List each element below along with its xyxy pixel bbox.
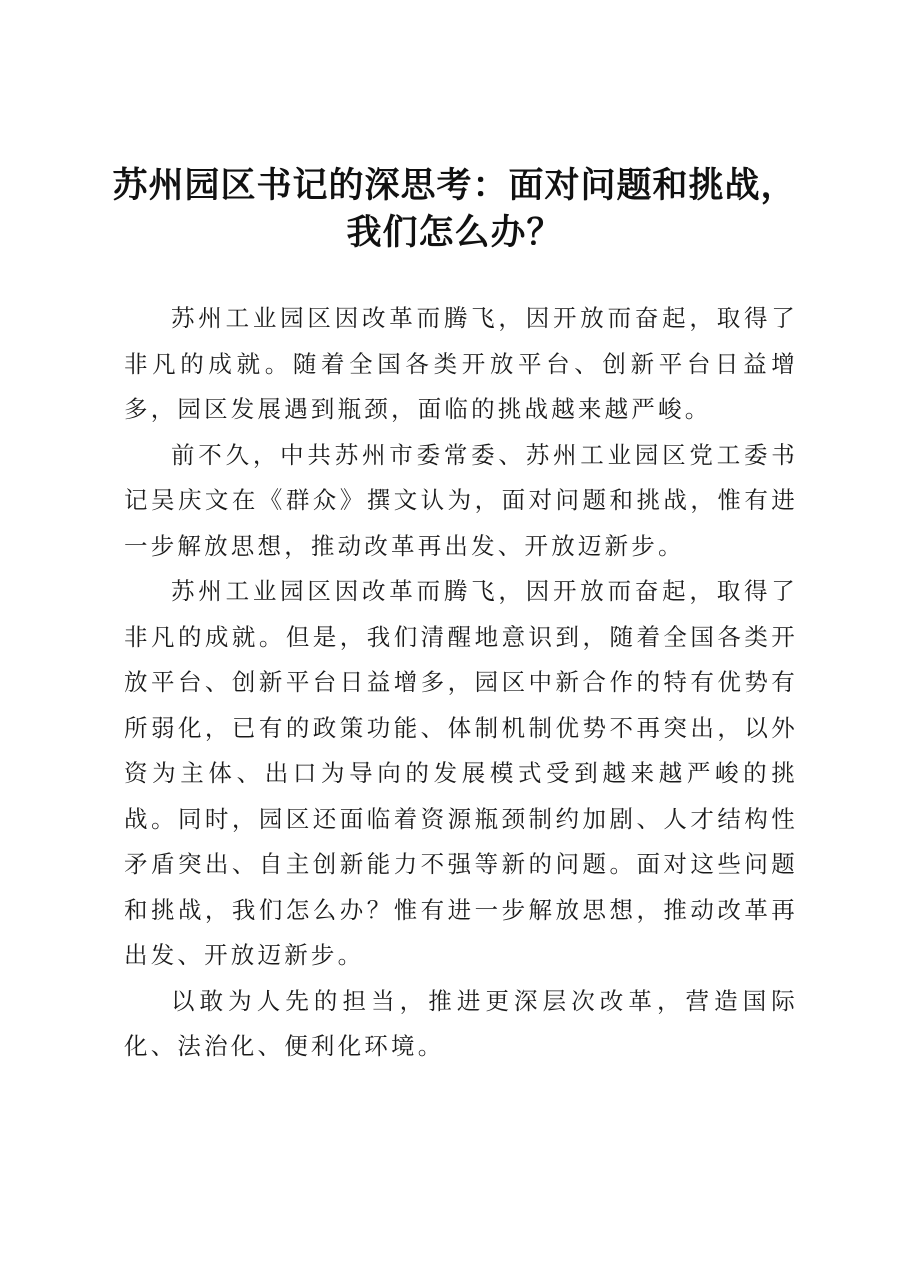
document-body — [124, 296, 798, 1070]
paragraph-2: 前不久，中共苏州市委常委、苏州工业园区党工委书记吴庆文在《群众》撰文认为，面对问题和挑战，惟有进一步解放思想，推动改革再出发、开放迈新步。 — [124, 440, 798, 560]
paragraph-3: 苏州工业园区因改革而腾飞，因开放而奋起，取得了非凡的成就。但是，我们清醒地意识到，随着全国各类开放平台、创新平台日益增多，园区中新合作的特有优势有所弱化，已有的政策功能、体制机制优势不再突出，以外资为主体、出口为导向的发展模式受到越来越严峻的挑战。同时，园区还面临着资源瓶颈制约加剧、人才结构性矛盾突出、自主创新能力不强等新的问题。面对这些问题和挑战，我们怎么办？惟有进一步解放思想，推动改革再出发、开放迈新步。 — [124, 577, 798, 969]
paragraph-1: 苏州工业园区因改革而腾飞，因开放而奋起，取得了非凡的成就。随着全国各类开放平台、创新平台日益增多，园区发展遇到瓶颈，面临的挑战越来越严峻。 — [124, 304, 798, 423]
document-title: 苏州园区书记的深思考：面对问题和挑战，我们怎么办？ — [112, 165, 797, 253]
paragraph-4: 以敢为人先的担当，推进更深层次改革，营造国际化、法治化、便利化环境。 — [124, 986, 798, 1060]
